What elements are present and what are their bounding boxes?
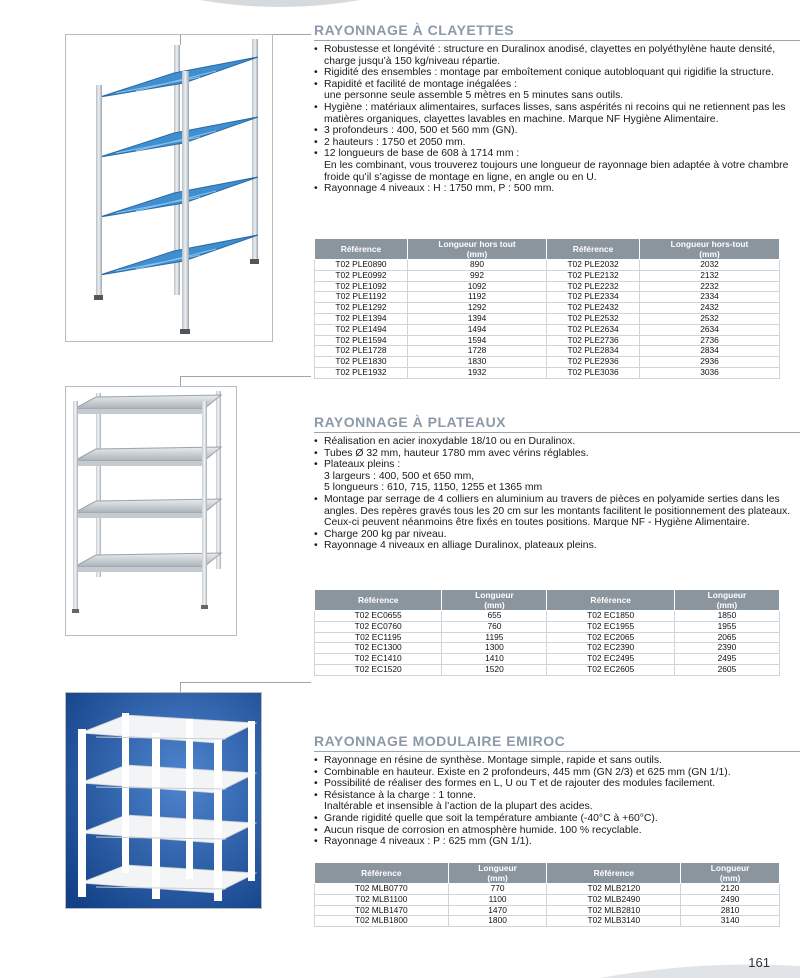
table-cell: 770 [448,884,547,895]
bullet: • Réalisation en acier inoxydable 18/10 ou en Duralinox. [314,436,794,448]
table-cell: T02 PLE2032 [547,260,640,271]
table-cell: T02 PLE2634 [547,324,640,335]
table-header-row [315,863,780,884]
table-cell: 1800 [448,916,547,927]
table-cell: 2605 [674,664,779,675]
table-row [315,260,780,271]
table-cell: T02 PLE1092 [315,281,408,292]
table-header-row [315,590,780,611]
table-cell: T02 EC2495 [547,654,674,665]
section-title-plateaux: RAYONNAGE À PLATEAUX [314,414,507,430]
table-row [315,357,780,368]
emiroc-photo [65,692,262,909]
table-cell: T02 MLB0770 [315,884,449,895]
table-cell: 1410 [442,654,547,665]
table-header-row [315,239,780,260]
bullet: • Résistance à la charge : 1 tonne. Inaltérable et insensible à l’action de la plupart des acides. [314,790,794,813]
column-header: Référence [547,590,674,611]
table-cell: T02 PLE2232 [547,281,640,292]
table-cell: 1092 [407,281,546,292]
column-header: Référence [315,239,408,260]
table-cell: T02 PLE1494 [315,324,408,335]
bullet: • Tubes Ø 32 mm, hauteur 1780 mm avec vérins réglables. [314,448,794,460]
table-cell: 2810 [681,905,780,916]
table-cell: 2490 [681,894,780,905]
table-cell: 2532 [640,313,780,324]
bullet: • Possibilité de réaliser des formes en L, U ou T et de rajouter des modules facilement. [314,778,794,790]
table-cell: 1192 [407,292,546,303]
table-cell: 760 [442,621,547,632]
table-cell: T02 EC1195 [315,632,442,643]
table-cell: T02 PLE0890 [315,260,408,271]
table-cell: T02 PLE1728 [315,346,408,357]
table-cell: T02 PLE2432 [547,303,640,314]
table-cell: 3036 [640,367,780,378]
table-cell: T02 PLE1932 [315,367,408,378]
column-header: Référence [315,863,449,884]
table-cell: T02 PLE3036 [547,367,640,378]
table-row [315,292,780,303]
page-number: 161 [748,955,770,970]
section-title-clayettes: RAYONNAGE À CLAYETTES [314,22,515,38]
bullet: • Grande rigidité quelle que soit la température ambiante (-40°C à +60°C). [314,813,794,825]
column-header: Longueur (mm) [681,863,780,884]
title-rule [314,751,800,752]
table-cell: 1520 [442,664,547,675]
table-row [315,346,780,357]
table-row [315,281,780,292]
table-row [315,611,780,622]
reference-table-emiroc [314,862,780,927]
table-cell: T02 PLE1594 [315,335,408,346]
table-cell: T02 EC0655 [315,611,442,622]
table-cell: 655 [442,611,547,622]
table-cell: 992 [407,270,546,281]
plateaux-photo [65,386,237,636]
table-cell: T02 MLB1800 [315,916,449,927]
table-row [315,324,780,335]
bullet: • Combinable en hauteur. Existe en 2 profondeurs, 445 mm (GN 2/3) et 625 mm (GN 1/1). [314,767,794,779]
table-row [315,270,780,281]
table-cell: 2834 [640,346,780,357]
table-row [315,335,780,346]
table-cell: T02 EC0760 [315,621,442,632]
table-cell: 2936 [640,357,780,368]
table-cell: 2065 [674,632,779,643]
table-cell: 2232 [640,281,780,292]
table-cell: T02 MLB2120 [547,884,681,895]
table-row [315,621,780,632]
table-cell: 3140 [681,916,780,927]
bullet: • Hygiène : matériaux alimentaires, surfaces lisses, sans aspérités ni recoins qui ne retiennent pas les matières organiques, clayettes lavables en machine. Marque NF Hygiène Alimentaire. [314,102,794,125]
table-row [315,664,780,675]
bullet: • Charge 200 kg par niveau. [314,529,794,541]
table-cell: 2432 [640,303,780,314]
table-cell: 1850 [674,611,779,622]
table-cell: 1100 [448,894,547,905]
table-row [315,654,780,665]
table-cell: 2120 [681,884,780,895]
bullet: • 2 hauteurs : 1750 et 2050 mm. [314,137,794,149]
table-cell: T02 PLE1394 [315,313,408,324]
bullet: • Montage par serrage de 4 colliers en aluminium au travers de pièces en polyamide serties dans les angles. Des repères gravés tous les 20 cm sur les montants facilitent le positionnement des plateaux. Ceux-ci peuvent néanmoins être fixés en toutes positions. Marque NF - Hygiène Alimentaire. [314,494,794,529]
table-cell: 1195 [442,632,547,643]
bullet: • 3 profondeurs : 400, 500 et 560 mm (GN). [314,125,794,137]
table-cell: 2634 [640,324,780,335]
column-header: Référence [547,239,640,260]
table-cell: T02 EC1410 [315,654,442,665]
bullet: • Rayonnage en résine de synthèse. Montage simple, rapide et sans outils. [314,755,794,767]
table-row [315,303,780,314]
table-cell: 2132 [640,270,780,281]
bullet: • 12 longueurs de base de 608 à 1714 mm : En les combinant, vous trouverez toujours une longueur de rayonnage bien adaptée à votre chambre froide qu’il s’agisse de montage en ligne, en angle ou en U. [314,148,794,183]
table-cell: T02 MLB2810 [547,905,681,916]
table-cell: T02 MLB2490 [547,894,681,905]
table-cell: 2736 [640,335,780,346]
table-cell: 890 [407,260,546,271]
column-header: Longueur hors-tout (mm) [640,239,780,260]
table-row [315,313,780,324]
table-cell: T02 PLE2532 [547,313,640,324]
table-cell: T02 EC2605 [547,664,674,675]
table-row [315,905,780,916]
bullet: • Rigidité des ensembles : montage par emboîtement conique autobloquant qui rigidifie la structure. [314,67,794,79]
table-cell: 1394 [407,313,546,324]
bullet: • Rayonnage 4 niveaux : P : 625 mm (GN 1/1). [314,836,794,848]
table-cell: 1955 [674,621,779,632]
footer-wave-decoration [600,960,800,978]
table-cell: T02 PLE0992 [315,270,408,281]
table-cell: T02 EC1520 [315,664,442,675]
table-cell: T02 MLB1470 [315,905,449,916]
table-cell: T02 MLB1100 [315,894,449,905]
table-cell: 1728 [407,346,546,357]
table-cell: T02 PLE2834 [547,346,640,357]
column-header: Longueur hors tout (mm) [407,239,546,260]
column-header: Longueur (mm) [442,590,547,611]
table-cell: T02 MLB3140 [547,916,681,927]
bullet-list-clayettes [314,44,794,195]
table-cell: 2390 [674,643,779,654]
column-header: Référence [547,863,681,884]
column-header: Référence [315,590,442,611]
table-cell: 1300 [442,643,547,654]
bullet: • Rayonnage 4 niveaux en alliage Duralinox, plateaux pleins. [314,540,794,552]
table-row [315,884,780,895]
table-cell: 2495 [674,654,779,665]
bullet: • Plateaux pleins : 3 largeurs : 400, 500 et 650 mm, 5 longueurs : 610, 715, 1150, 1255 et 1365 mm [314,459,794,494]
table-cell: T02 PLE2736 [547,335,640,346]
column-header: Longueur (mm) [448,863,547,884]
table-cell: T02 EC1955 [547,621,674,632]
bullet: • Robustesse et longévité : structure en Duralinox anodisé, clayettes en polyéthylène haute densité, charge jusqu’à 150 kg/niveau répartie. [314,44,794,67]
table-cell: T02 PLE2132 [547,270,640,281]
table-row [315,632,780,643]
table-cell: 1494 [407,324,546,335]
table-cell: T02 EC2065 [547,632,674,643]
table-cell: T02 PLE1830 [315,357,408,368]
bullet: • Rayonnage 4 niveaux : H : 1750 mm, P : 500 mm. [314,183,794,195]
table-cell: T02 PLE2936 [547,357,640,368]
table-row [315,643,780,654]
table-cell: T02 EC1300 [315,643,442,654]
table-cell: T02 PLE2334 [547,292,640,303]
bullet: • Rapidité et facilité de montage inégalées : une personne seule assemble 5 mètres en 5 minutes sans outils. [314,79,794,102]
top-wave-decoration [200,0,360,14]
table-cell: 1470 [448,905,547,916]
table-cell: T02 EC2390 [547,643,674,654]
reference-table-plateaux [314,589,780,676]
table-cell: 1932 [407,367,546,378]
table-cell: T02 EC1850 [547,611,674,622]
bullet-list-plateaux [314,436,794,552]
section-title-emiroc: RAYONNAGE MODULAIRE EMIROC [314,733,566,749]
title-rule [314,432,800,433]
clayettes-photo [65,34,273,342]
bullet-list-emiroc [314,755,794,848]
table-row [315,367,780,378]
table-cell: T02 PLE1292 [315,303,408,314]
title-rule [314,40,800,41]
table-cell: 1594 [407,335,546,346]
table-row [315,894,780,905]
bullet: • Aucun risque de corrosion en atmosphère humide. 100 % recyclable. [314,825,794,837]
column-header: Longueur (mm) [674,590,779,611]
table-cell: 1830 [407,357,546,368]
reference-table-clayettes [314,238,780,379]
table-cell: 2032 [640,260,780,271]
table-cell: 1292 [407,303,546,314]
table-row [315,916,780,927]
table-cell: 2334 [640,292,780,303]
table-cell: T02 PLE1192 [315,292,408,303]
